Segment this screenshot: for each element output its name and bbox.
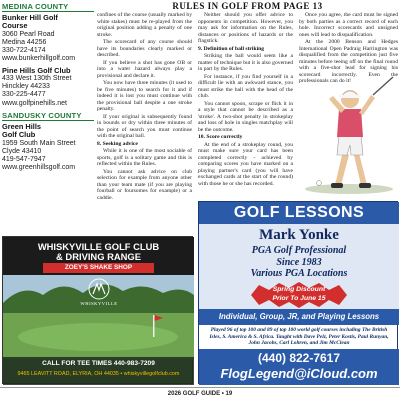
lessons-email[interactable]: FlogLegend@iCloud.com [220,366,378,381]
club-website[interactable]: www.golfpinehills.net [2,99,67,107]
club-address: 1959 South Main Street [2,139,76,147]
club-city: Hinckley 44233 [2,83,50,91]
article-paragraph: If you believe a shot has gone OB or into a water hazard always play a provisional and declare it. [97,59,192,79]
club-address: 3060 Pearl Road [2,30,55,38]
instructor-title: PGA Golf Professional [251,245,347,256]
article-paragraph: At the 2000 Benson and Hedges International Open Padraig Harrington was disqualified from the competition just five minutes before teeing off on the final round with a five-shot lead for signing his scorecard incorrectly. Even the professionals can do it! [299,39,398,84]
county-heading-sandusky: SANDUSKY COUNTY [2,111,94,121]
article-paragraph: Neither should you offer advice to opponents in competition. However, you may ask for information on the Rules, distances or positions of hazards or the flagstick. [198,12,293,44]
lesson-types-bar: Individual, Group, JR, and Playing Lessons [199,309,399,325]
club-city: Medina 44256 [2,39,47,47]
whiskyville-logo [75,277,123,311]
article-paragraph: At the end of a strokeplay round, you must make sure your card has been completed correctly - achieved by comparing scores you have marked on a playing partner's card (you will have exchanged cards at the start of the round) with those he or she has recorded. [198,141,293,187]
contact-bar [199,349,399,385]
golfer-cartoon-icon [299,73,398,195]
promo-line-1: Spring Discount [272,286,326,293]
instructor-locations: Various PGA Locations [250,268,348,279]
golf-lessons-ad [198,201,398,384]
instructor-panel [199,224,399,309]
club-website[interactable]: www.bunkerhillgolf.com [2,55,76,63]
whiskyville-footer [3,357,194,385]
whiskyville-address[interactable]: 9465 LEAVITT ROAD, ELYRIA, OH 44035 • whiskyvillegolfclub.com [17,371,180,377]
directory-club [2,67,94,108]
article-paragraph: Once you agree, the card must be signed by both parties as a correct record of each hole. Incorrect scorecards and unsigned ones will lead to disqualification. [299,12,398,38]
article-paragraph: While it is one of the most sociable of sports, golf is a solitary game and this is reflected within the Rules. [97,148,192,167]
club-city: Clyde 43410 [2,147,42,155]
page-footer: 2026 GOLF GUIDE • 19 [0,387,400,400]
golf-course-directory [2,2,94,234]
club-name: Bunker Hill Golf [2,13,58,22]
article-paragraph: You cannot ask advice on club selection for example from anyone other than your team mate (if you are playing fourball or foursomes for example) or a caddie. [97,168,192,201]
article-title [97,1,398,11]
whiskyville-title-line1: WHISKYVILLE GOLF CLUB [37,241,160,252]
club-website[interactable]: www.greenhillsgolf.com [2,164,76,172]
club-name: Pine Hills Golf Club [2,65,71,75]
shake-shop-badge: ZOEY'S SHAKE SHOP [43,263,154,273]
county-heading-medina: MEDINA COUNTY [2,2,94,12]
instructor-credentials: Played 96 of top 100 and 89 of top 100 world golf courses including The British Isles, S. America & S. Africa. Taught with Dave Pelz, Peter Kostis, Paul Runyan, John Jacobs, Carl Lohren, and Jim McClean [209,327,389,347]
rule-heading: 8. Seeking advice [97,140,138,147]
club-phone: 419-547-7947 [2,156,46,164]
article-title-text: RULES IN GOLF FROM PAGE 13 [168,1,326,11]
rule-heading: 9. Definition of ball striking [198,45,265,52]
club-name: Golf Club [2,130,36,140]
whiskyville-crest-icon [75,277,123,301]
whiskyville-logo-text: WHISKYVILLE [80,301,118,306]
article-paragraph: You now have three minutes (it used to be five minutes) to search for it and if indeed it is lost you must continue with the provisional ball despite a one stroke penalty. [97,80,192,112]
golfer-cartoon-illustration [299,73,398,195]
golf-lessons-banner: GOLF LESSONS [199,202,399,224]
directory-club [2,14,94,64]
whiskyville-title-line2: & DRIVING RANGE [56,251,141,262]
whiskyville-golf-club-ad [2,236,193,384]
tee-time-phone: CALL FOR TEE TIMES 440-983-7209 [42,360,155,367]
club-address: 433 West 130th Street [2,75,72,83]
club-phone: 330-225-4477 [2,91,46,99]
instructor-name: Mark Yonke [259,227,339,243]
rule-heading: 10. Score correctly [198,134,243,140]
lessons-phone[interactable]: (440) 822-7617 [257,351,341,365]
article-column-3 [299,12,398,200]
article-column-2 [198,12,293,200]
promo-line-2: Prior To June 15 [272,295,326,302]
club-name: Course [2,21,28,31]
club-name: Green Hills [2,121,42,131]
article-paragraph: If your original is subsequently found in bounds or dry within three minutes of the point of search you must continue with the original ball. [97,113,192,139]
instructor-since: Since 1983 [276,257,322,268]
club-phone: 330-722-4174 [2,47,46,55]
article-paragraph: Striking the ball would seem like a matter of technique but it is also governed in part by the Rules. [198,53,293,72]
article-paragraph: For instance, if you find yourself in a difficult lie with an awkward stance, you must strike the ball with the head of the club. [198,73,293,99]
article-paragraph: The scorecard of any course should have its boundaries clearly marked or described. [97,39,192,58]
article-paragraph: You cannot spoon, scrape or flick it in a style that cannot be described as a 'stroke'. A two-shot penalty in strokeplay and loss of hole in singles matchplay will be the outcome. [198,100,293,133]
article-column-3-text [299,12,398,84]
article-column-1 [97,12,192,200]
directory-club [2,123,94,173]
whiskyville-title [3,242,194,262]
article-paragraph: confines of the course (usually marked by white stakes) must be re-played from the original position adding a penalty of one stroke. [97,12,192,38]
